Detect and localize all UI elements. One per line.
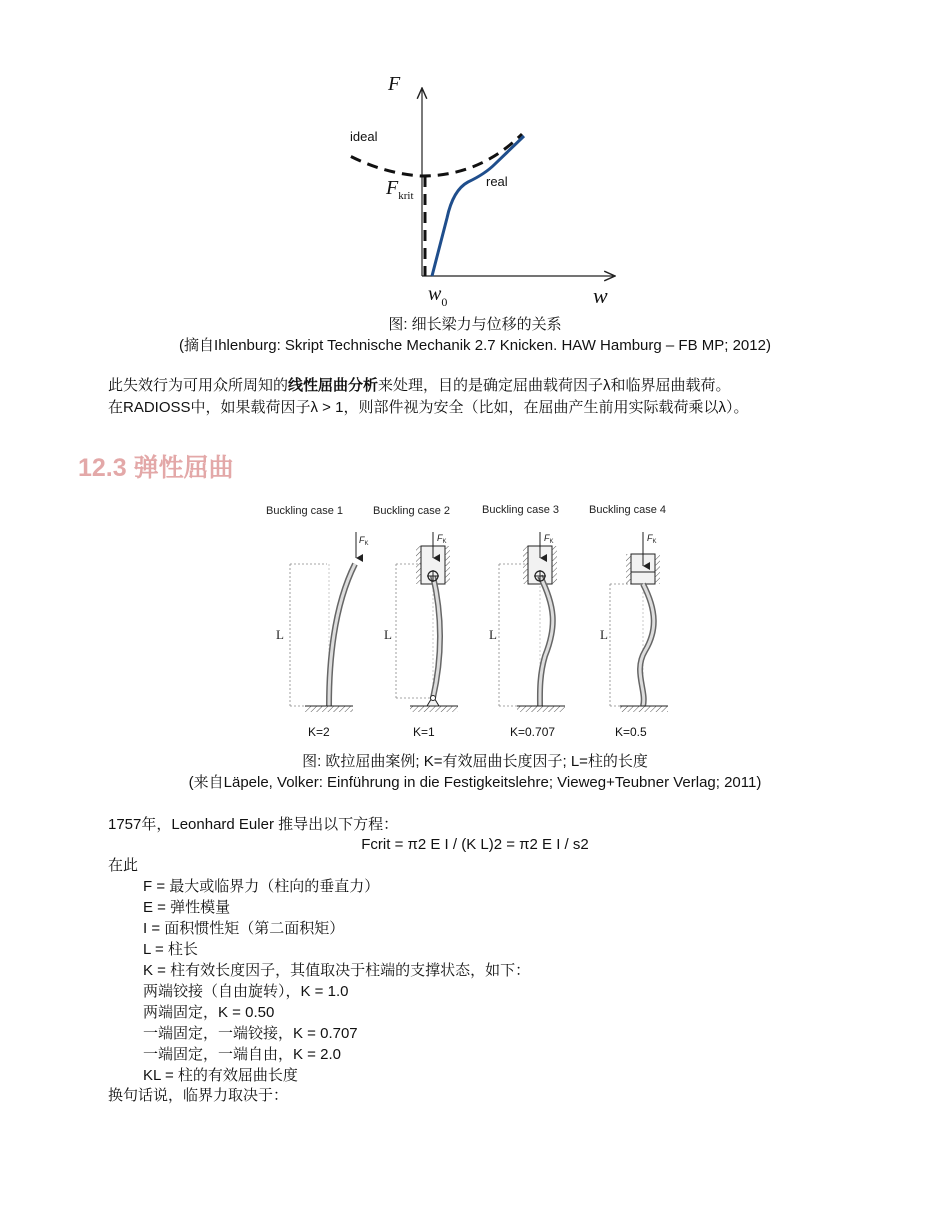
def-l: L = 柱长: [143, 941, 198, 958]
axis-label-w: w: [593, 283, 608, 308]
bold-term: 线性屈曲分析: [288, 377, 379, 394]
real-curve: [432, 136, 524, 276]
euler-formula: Fcrit = π2 E I / (K L)2 = π2 E I / s2: [361, 836, 589, 853]
figure2-caption: 图: 欧拉屈曲案例; K=有效屈曲长度因子; L=柱的长度: [302, 753, 648, 770]
case-both-fixed: 两端固定，K = 0.50: [143, 1004, 275, 1021]
origin-label: $w_0$: [428, 283, 448, 309]
definitions-list: [143, 876, 530, 1086]
def-i: I = 面积惯性矩（第二面积矩）: [143, 920, 345, 937]
force-displacement-diagram: [350, 68, 650, 313]
case-fixed-free: 一端固定，一端自由，K = 2.0: [143, 1046, 341, 1063]
ideal-label: ideal: [350, 129, 378, 144]
fkrit-label: $F_{krit}$: [386, 177, 414, 202]
intro-line1: 此失效行为可用众所周知的线性屈曲分析来处理，目的是确定屈曲载荷因子λ和临界屈曲载荷。: [108, 377, 731, 394]
case-both-pinned: 两端铰接（自由旋转），K = 1.0: [143, 983, 349, 1000]
def-kl: KL = 柱的有效屈曲长度: [143, 1067, 298, 1084]
intro-line2: 在RADIOSS中，如果载荷因子λ > 1，则部件视为安全（比如，在屈曲产生前用实际载荷乘以λ）。: [108, 399, 749, 416]
svg-text:L: L: [489, 627, 497, 642]
svg-text:FK: $F_K$: [437, 533, 447, 545]
case3-diagram: [489, 532, 565, 712]
case-fixed-pinned: 一端固定，一端铰接，K = 0.707: [143, 1025, 358, 1042]
case1-title: Buckling case 1: [266, 505, 344, 517]
svg-text:FK: $F_K$: [544, 533, 554, 545]
def-e: E = 弹性模量: [143, 899, 231, 916]
figure1-source: (摘自Ihlenburg: Skript Technische Mechanik 2.7 Knicken. HAW Hamburg – FB MP; 2012): [179, 337, 771, 354]
axis-label-f: F: [388, 73, 401, 95]
def-f: F = 最大或临界力（柱向的垂直力）: [143, 878, 380, 895]
closing-line: 换句话说，临界力取决于：: [108, 1087, 289, 1104]
svg-text:FK: $F_K$: [359, 535, 369, 547]
real-label: real: [486, 174, 508, 189]
def-k: K = 柱有效长度因子，其值取决于柱端的支撑状态，如下：: [143, 962, 531, 979]
svg-text:L: L: [384, 627, 392, 642]
where-label: 在此: [108, 857, 139, 874]
case1-k: K=2: [308, 725, 330, 739]
svg-text:L: L: [276, 627, 284, 642]
euler-intro: 1757年，Leonhard Euler 推导出以下方程：: [108, 816, 399, 833]
case2-title: Buckling case 2: [373, 505, 451, 517]
case3-title: Buckling case 3: [482, 504, 560, 516]
case2-k: K=1: [413, 725, 435, 739]
svg-text:FK: $F_K$: [647, 533, 657, 545]
case2-diagram: [384, 532, 458, 712]
svg-text:L: L: [600, 627, 608, 642]
figure2-source: (来自Läpele, Volker: Einführung in die Festigkeitslehre; Vieweg+Teubner Verlag; 2011): [188, 774, 762, 791]
case1-diagram: [276, 532, 369, 712]
case4-title: Buckling case 4: [589, 504, 667, 516]
case3-k: K=0.707: [510, 725, 556, 739]
case4-k: K=0.5: [615, 725, 647, 739]
euler-buckling-cases-figure: [255, 496, 695, 744]
case4-diagram: [600, 532, 668, 712]
figure1-caption: 图: 细长梁力与位移的关系: [388, 316, 562, 333]
section-title: 12.3 弹性屈曲: [78, 454, 234, 482]
